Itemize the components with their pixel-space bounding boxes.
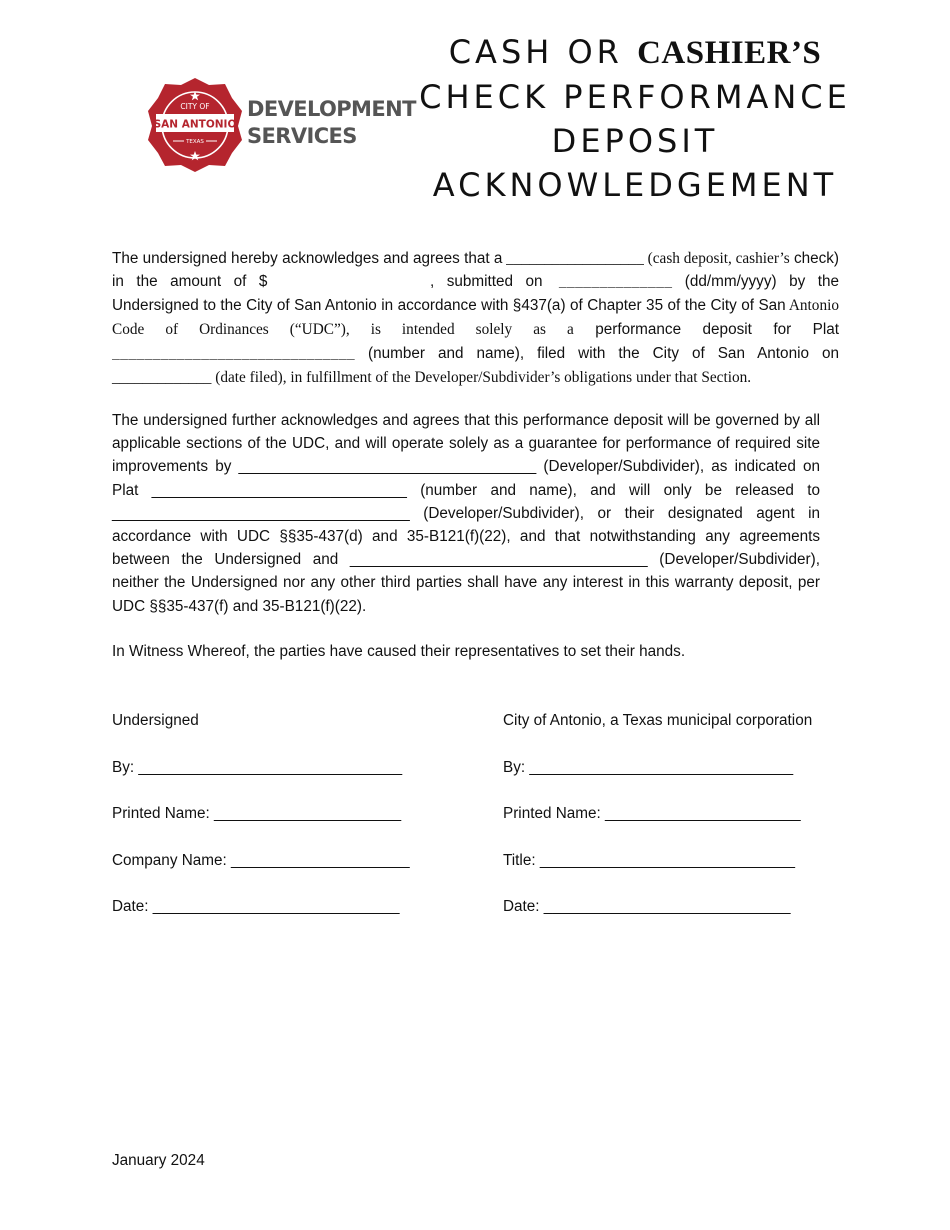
title-line3: DEPOSIT bbox=[551, 122, 719, 160]
seal-state-text: TEXAS bbox=[186, 139, 204, 145]
seal-city-text: SAN ANTONIO bbox=[153, 118, 237, 131]
brand-name bbox=[247, 96, 416, 150]
sig-right-date-field[interactable]: Date: _____________________________ bbox=[503, 898, 791, 915]
city-seal-icon bbox=[146, 76, 244, 174]
document-title bbox=[405, 30, 865, 207]
title-line2: CHECK PERFORMANCE bbox=[419, 78, 851, 116]
para1-text-8: performance deposit for Plat bbox=[573, 320, 839, 338]
signature-block-city bbox=[503, 711, 812, 944]
paragraph-1 bbox=[112, 247, 839, 389]
para1-text-11: _____________ (date filed), in fulfillment of the Developer/Subdivider’s obligations under that Section. bbox=[112, 369, 752, 387]
sig-right-heading: City of Antonio, a Texas municipal corporation bbox=[503, 712, 813, 729]
footer-date: January 2024 bbox=[112, 1152, 205, 1169]
para1-text-2: __________________ (cash deposit, cashier’s bbox=[502, 250, 790, 267]
para2-text: The undersigned further acknowledges and agrees that this performance deposit will be governed by all applicable sections of the UDC, and will operate solely as a guarantee for performance of required site improvements by ___________________________________ (Developer/Subdivider), as indicated on Plat ______________________________ (number and name), and will only be released to ___________________________________ (Developer/Subdivider), or their designated agent in accordance with UDC §§35-437(d) and 35-B121(f)(22), and that notwithstanding any agreements between the Undersigned and ___________________________________ (Developer/Subdivider), neither the Undersigned nor any other third parties shall have any interest in this warranty deposit, per UDC §§35-437(f) and 35-B121(f)(22). bbox=[112, 412, 820, 615]
title-line1-a: CASH OR bbox=[448, 33, 638, 71]
seal-top-text: CITY OF bbox=[180, 102, 210, 111]
para3-text: In Witness Whereof, the parties have caused their representatives to set their hands. bbox=[112, 643, 686, 660]
para1-text-3: check) in the amount of $ bbox=[112, 250, 839, 291]
para1-text-9: ______________________________ bbox=[112, 346, 356, 362]
paragraph-3 bbox=[112, 640, 839, 663]
title-line1-b: CASHIER’S bbox=[637, 35, 822, 71]
brand-line-1: DEVELOPMENT bbox=[247, 97, 416, 121]
para1-text-4: , submitted on bbox=[429, 273, 543, 291]
sig-left-date-field[interactable]: Date: _____________________________ bbox=[112, 898, 400, 915]
sig-right-title-field[interactable]: Title: ______________________________ bbox=[503, 851, 796, 869]
sig-right-printed-name-field[interactable]: Printed Name: _______________________ bbox=[503, 805, 801, 822]
para1-text-10: (number and name), filed with the City of San Antonio on bbox=[355, 344, 839, 362]
para1-text-5: ______________ bbox=[542, 275, 673, 291]
brand-line-2: SERVICES bbox=[247, 124, 357, 148]
sig-right-by-field[interactable]: By: _______________________________ bbox=[503, 758, 794, 776]
city-logo bbox=[146, 76, 416, 176]
para1-text-6: (dd/mm/yyyy) by the Undersigned to the City of San Antonio in accordance with §437(a) of Chapter 35 of the City of San bbox=[112, 273, 839, 315]
sig-left-heading: Undersigned bbox=[112, 712, 199, 729]
sig-left-company-name-field[interactable]: Company Name: _____________________ bbox=[112, 851, 410, 869]
sig-left-by-field[interactable]: By: _______________________________ bbox=[112, 758, 403, 776]
title-line4: ACKNOWLEDGEMENT bbox=[432, 166, 838, 204]
para1-text-7: Antonio Code of Ordinances (“UDC”), is intended solely as a bbox=[112, 297, 839, 338]
para1-text-1: The undersigned hereby acknowledges and agrees that a bbox=[112, 250, 503, 267]
paragraph-2 bbox=[112, 409, 820, 618]
signature-block-undersigned bbox=[112, 711, 410, 944]
sig-left-printed-name-field[interactable]: Printed Name: ______________________ bbox=[112, 805, 402, 822]
